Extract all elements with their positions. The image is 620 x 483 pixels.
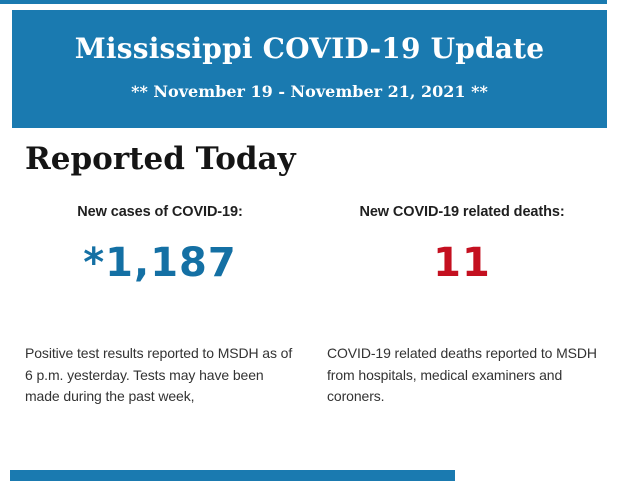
page-title: Mississippi COVID-19 Update	[74, 32, 545, 65]
new-deaths-stat	[327, 204, 597, 408]
stats-grid	[25, 204, 597, 408]
top-border-rule	[0, 0, 607, 4]
header-banner	[12, 10, 607, 128]
new-deaths-label: New COVID-19 related deaths:	[359, 204, 565, 220]
new-deaths-description: COVID-19 related deaths reported to MSDH from hospitals, medical examiners and coroners.	[327, 345, 597, 404]
new-cases-value: *1,187	[83, 240, 237, 286]
next-section-partial-banner	[10, 470, 455, 481]
new-deaths-value: 11	[433, 240, 491, 286]
new-cases-label: New cases of COVID-19:	[77, 204, 243, 220]
date-range: ** November 19 - November 21, 2021 **	[131, 82, 488, 101]
new-cases-description: Positive test results reported to MSDH as of 6 p.m. yesterday. Tests may have been made during the past week,	[25, 345, 293, 404]
section-heading: Reported Today	[25, 141, 296, 177]
new-cases-stat	[25, 204, 295, 408]
